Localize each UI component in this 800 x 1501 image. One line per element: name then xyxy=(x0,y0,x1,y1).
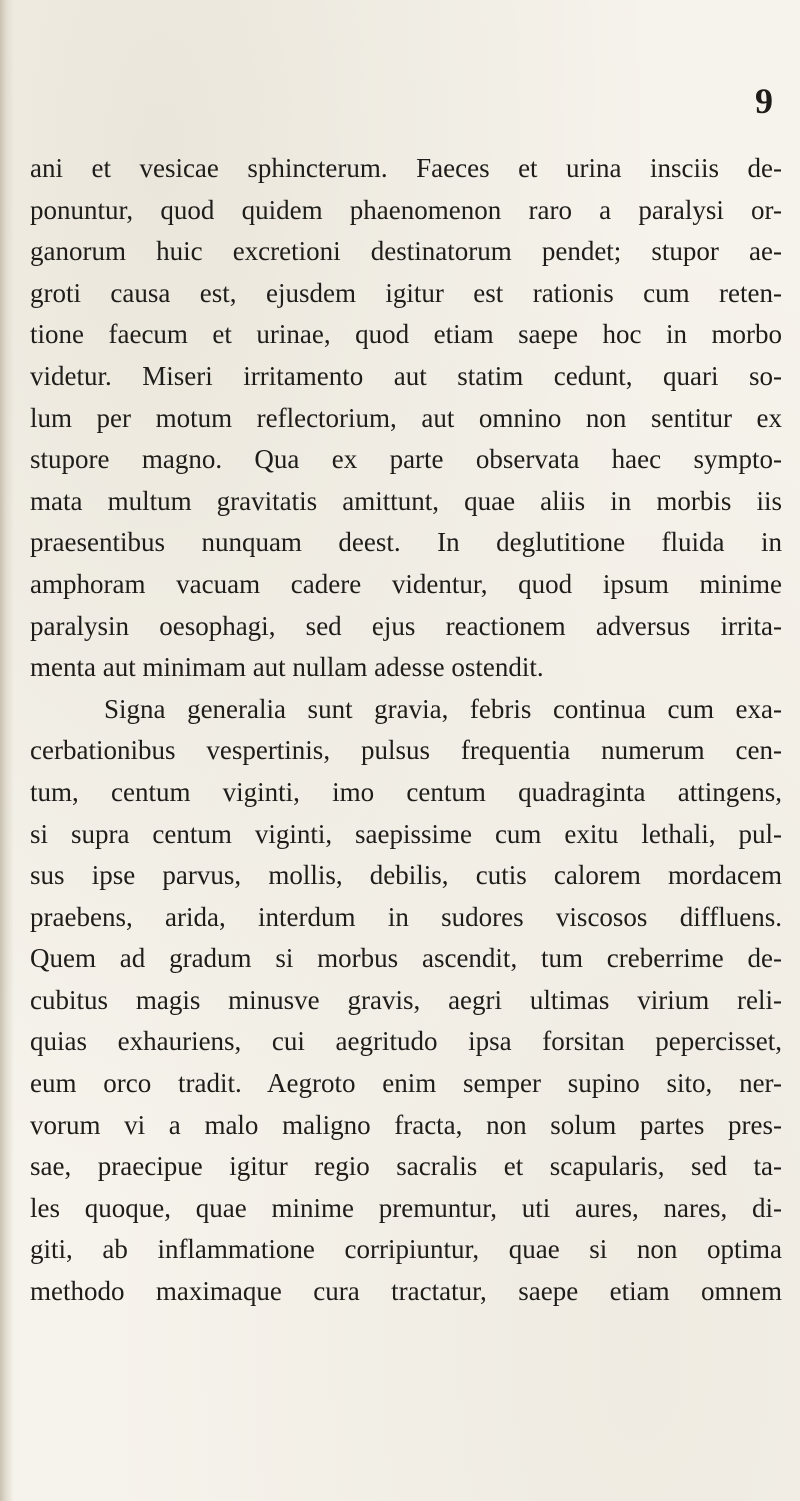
body-text xyxy=(30,148,782,1313)
text-line: sus ipse parvus, mollis, debilis, cutis calorem mordacem xyxy=(30,860,782,891)
text-line: vorum vi a malo maligno fracta, non solum partes pres- xyxy=(30,1109,782,1140)
text-line: les quoque, quae minime premuntur, uti aures, nares, di- xyxy=(30,1192,782,1223)
text-line: mata multum gravitatis amittunt, quae aliis in morbis iis xyxy=(30,485,782,516)
text-line: tum, centum viginti, imo centum quadraginta attingens, xyxy=(30,776,782,807)
text-line: cubitus magis minusve gravis, aegri ultimas virium reli- xyxy=(30,984,782,1015)
text-line: si supra centum viginti, saepissime cum exitu lethali, pul- xyxy=(30,818,782,849)
text-line: eum orco tradit. Aegroto enim semper supino sito, ner- xyxy=(30,1068,782,1099)
text-line: sae, praecipue igitur regio sacralis et scapularis, sed ta- xyxy=(30,1151,782,1182)
text-line: giti, ab inflammatione corripiuntur, quae si non optima xyxy=(30,1234,782,1265)
text-line: stupore magno. Qua ex parte observata haec sympto- xyxy=(30,444,782,475)
text-line: methodo maximaque cura tractatur, saepe etiam omnem xyxy=(30,1276,782,1307)
text-line: ponuntur, quod quidem phaenomenon raro a paralysi or- xyxy=(30,194,782,225)
page-number: 9 xyxy=(755,81,774,121)
text-line: cerbationibus vespertinis, pulsus frequentia numerum cen- xyxy=(30,735,782,766)
text-line: lum per motum reflectorium, aut omnino non sentitur ex xyxy=(30,402,782,433)
paragraph-start-line: Signa generalia sunt gravia, febris continua cum exa- xyxy=(104,693,782,724)
text-line: praesentibus nunquam deest. In deglutitione fluida in xyxy=(30,527,782,558)
text-line: Quem ad gradum si morbus ascendit, tum creberrime de- xyxy=(30,943,782,974)
text-line: amphoram vacuam cadere videntur, quod ipsum minime xyxy=(30,568,782,599)
paragraph-end-line: menta aut minimam aut nullam adesse ostendit. xyxy=(30,652,544,683)
text-line: ani et vesicae sphincterum. Faeces et urina insciis de- xyxy=(30,153,782,183)
text-line: groti causa est, ejusdem igitur est rationis cum reten- xyxy=(30,277,782,308)
binding-gutter xyxy=(0,0,14,1501)
text-line: ganorum huic excretioni destinatorum pendet; stupor ae- xyxy=(30,236,782,267)
text-line: paralysin oesophagi, sed ejus reactionem adversus irrita- xyxy=(30,610,782,641)
text-line: praebens, arida, interdum in sudores viscosos diffluens. xyxy=(30,901,782,932)
text-line: videtur. Miseri irritamento aut statim cedunt, quari so- xyxy=(30,360,782,391)
text-line: quias exhauriens, cui aegritudo ipsa forsitan pepercisset, xyxy=(30,1026,782,1057)
text-line: tione faecum et urinae, quod etiam saepe hoc in morbo xyxy=(30,319,782,350)
